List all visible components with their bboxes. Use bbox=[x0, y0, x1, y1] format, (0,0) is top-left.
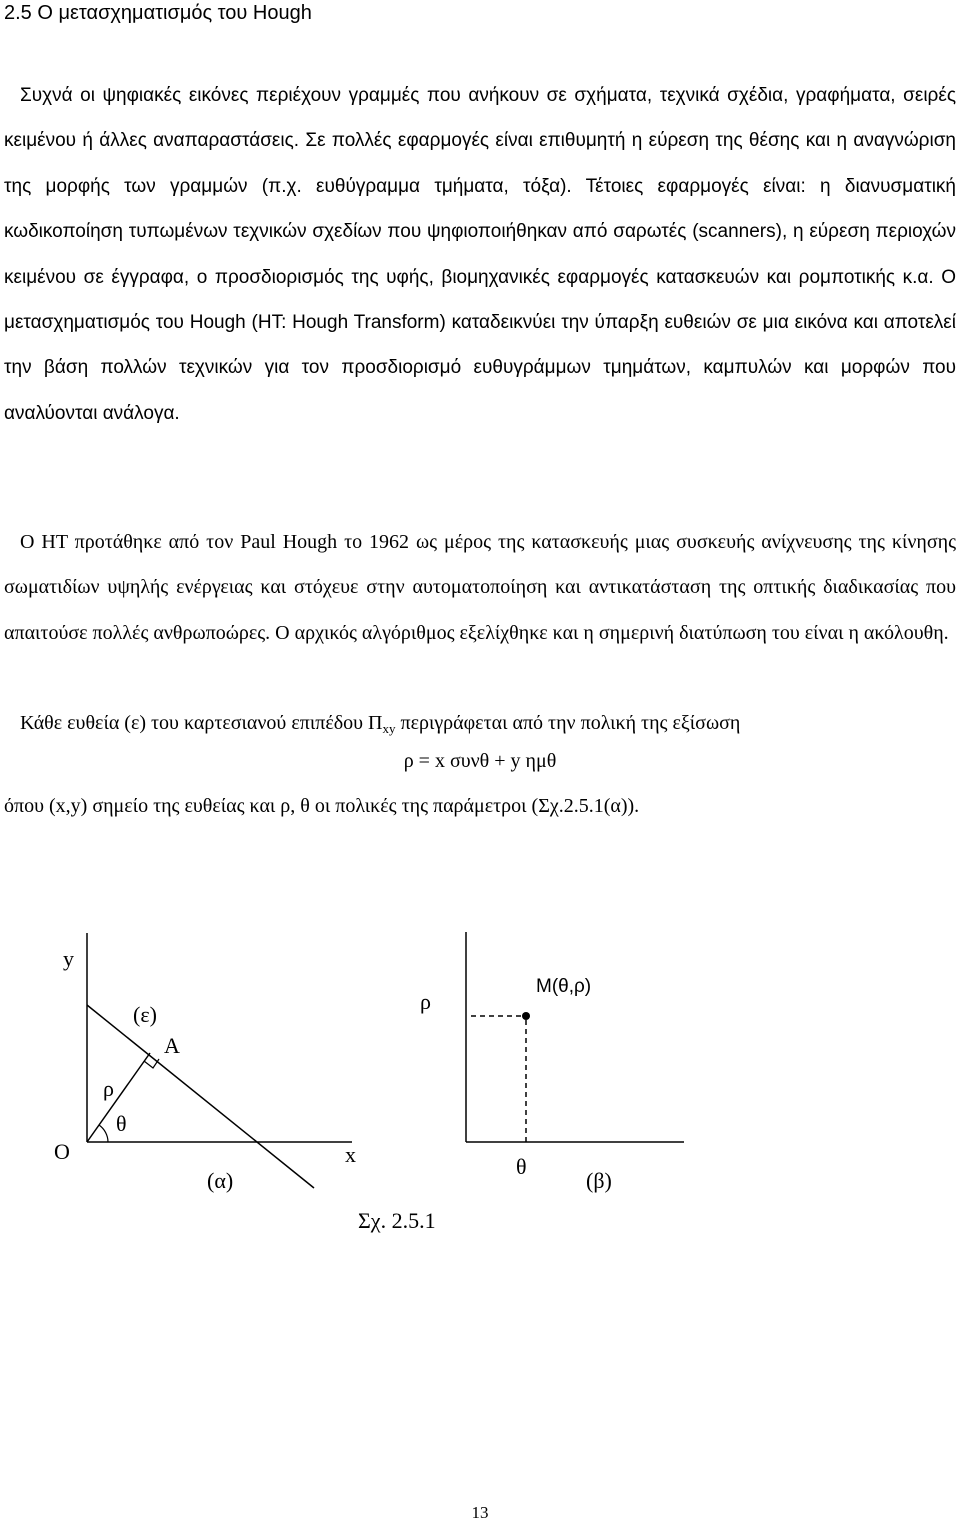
figure-right-panel bbox=[420, 932, 684, 1193]
point-m-label: M(θ,ρ) bbox=[536, 976, 592, 997]
rho-label-left: ρ bbox=[103, 1076, 114, 1101]
panel-label-beta: (β) bbox=[586, 1168, 612, 1193]
paragraph-intro: Συχνά οι ψηφιακές εικόνες περιέχουν γραμμές που ανήκουν σε σχήματα, τεχνικά σχέδια, γραφήματα, σειρές κειμένου ή άλλες αναπαραστάσεις. Σε πολλές εφαρμογές είναι επιθυμητή η εύρεση της θέσης και η αναγνώριση της μορφής των γραμμών (π.χ. ευθύγραμμα τμήματα, τόξα). Τέτοιες εφαρμογές είναι: η διανυσματική κωδικοποίηση τυπωμένων τεχνικών σχεδίων που ψηφιοποιήθηκαν από σαρωτές (scanners), η εύρεση περιοχών κειμένου σε έγγραφα, ο προσδιορισμός της υφής, βιομηχανικές εφαρμογές κατασκευών και ρομποτικής κ.α. Ο μετασχηματισμός του Hough (HT: Hough Transform) καταδεικνύει την ύπαρξη ευθειών σε μια εικόνα και αποτελεί την βάση πολλών τεχνικών για τον προσδιορισμό ευθυγράμμων τμημάτων, καμπυλών και μορφών που αναλύονται ανάλογα. bbox=[4, 85, 956, 424]
origin-label: O bbox=[54, 1139, 70, 1164]
paragraph-history: Ο HT προτάθηκε από τον Paul Hough το 1962 ως μέρος της κατασκευής μιας συσκευής ανίχνευσης της κίνησης σωματιδίων υψηλής ενέργειας και στόχευε στην αυτοματοποίηση και αντικατάσταση της οπτικής διαδικασίας που απαιτούσε πολλές ανθρωποώρες. Ο αρχικός αλγόριθμος εξελίχθηκε και η σημερινή διατύπωση του είναι η ακόλουθη. bbox=[4, 531, 956, 644]
section-heading: 2.5 Ο μετασχηματισμός του Hough bbox=[4, 2, 312, 24]
y-axis-label: y bbox=[63, 946, 74, 971]
line-definition-end: περιγράφεται από την πολική της εξίσωση bbox=[395, 712, 741, 734]
line-epsilon-label: (ε) bbox=[133, 1002, 157, 1027]
point-m bbox=[522, 1012, 530, 1020]
point-a-label: A bbox=[164, 1033, 180, 1058]
theta-axis-label: θ bbox=[516, 1154, 527, 1179]
theta-arc bbox=[99, 1125, 108, 1142]
paragraph-line-definition bbox=[4, 701, 956, 746]
polar-equation-text: ρ = x συνθ + y ημθ bbox=[403, 750, 557, 772]
subscript-xy: xy bbox=[382, 721, 396, 736]
line-definition-start: Κάθε ευθεία (ε) του καρτεσιανού επιπέδου Π bbox=[20, 712, 383, 734]
polar-equation bbox=[0, 748, 960, 774]
theta-label-left: θ bbox=[116, 1111, 127, 1136]
panel-label-alpha: (α) bbox=[207, 1168, 234, 1193]
figure-hough-transform bbox=[0, 910, 960, 1250]
line-epsilon bbox=[87, 1005, 314, 1188]
page-number: 13 bbox=[471, 1503, 489, 1522]
rho-axis-label: ρ bbox=[420, 989, 431, 1014]
figure-left-panel bbox=[54, 933, 356, 1193]
paragraph-parameters: όπου (x,y) σημείο της ευθείας και ρ, θ οι πολικές της παράμετροι (Σχ.2.5.1(α)). bbox=[4, 795, 640, 817]
x-axis-label: x bbox=[345, 1142, 356, 1167]
figure-caption: Σχ. 2.5.1 bbox=[358, 1208, 436, 1233]
